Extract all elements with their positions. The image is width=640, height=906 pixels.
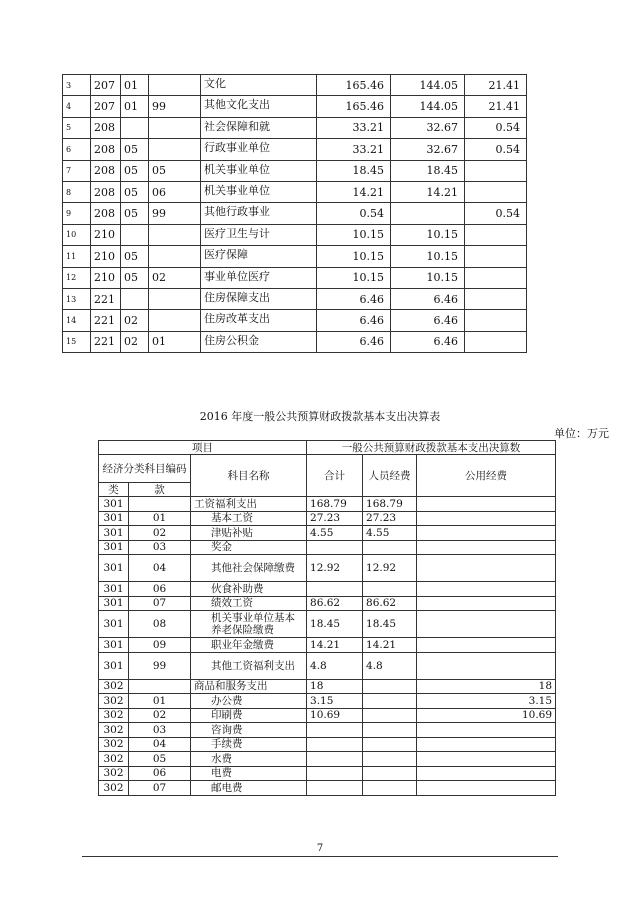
table-row (63, 331, 527, 352)
subject-name: 电费 (191, 766, 307, 781)
subject-name: 其他行政事业 (201, 203, 317, 224)
subject-name: 奖金 (191, 540, 307, 555)
personnel-value: 6.46 (391, 288, 465, 309)
category-code: 302 (99, 723, 129, 738)
table-row (63, 267, 527, 288)
table-row (99, 511, 556, 526)
total-value: 27.23 (307, 511, 363, 526)
item-code (129, 497, 191, 512)
footer-rule (82, 856, 558, 857)
category-code: 301 (99, 540, 129, 555)
item-code: 05 (121, 181, 149, 202)
public-value (417, 526, 556, 541)
subject-name: 咨询费 (191, 723, 307, 738)
personnel-value: 4.55 (363, 526, 417, 541)
subitem-code (149, 310, 201, 331)
category-code: 302 (99, 752, 129, 767)
subject-name: 医疗卫生与计 (201, 224, 317, 245)
total-value: 10.69 (307, 708, 363, 723)
category-code: 207 (91, 96, 121, 117)
table-row (63, 96, 527, 117)
total-value (307, 540, 363, 555)
total-value: 165.46 (317, 75, 391, 96)
item-code: 01 (129, 694, 191, 709)
item-code: 01 (129, 511, 191, 526)
public-value (465, 288, 527, 309)
item-code (121, 117, 149, 138)
subitem-code (149, 288, 201, 309)
category-code: 208 (91, 181, 121, 202)
subject-name: 印刷费 (191, 708, 307, 723)
category-code: 302 (99, 708, 129, 723)
row-number: 7 (63, 160, 91, 181)
total-value (307, 737, 363, 752)
total-value: 10.15 (317, 246, 391, 267)
category-code: 221 (91, 331, 121, 352)
page-number: 7 (316, 843, 324, 854)
total-value: 10.15 (317, 267, 391, 288)
subject-name: 绩效工资 (191, 596, 307, 611)
total-value: 10.15 (317, 224, 391, 245)
row-number: 5 (63, 117, 91, 138)
item-code: 02 (121, 310, 149, 331)
total-value: 4.8 (307, 652, 363, 679)
item-code: 05 (121, 139, 149, 160)
row-number: 14 (63, 310, 91, 331)
public-value (417, 781, 556, 796)
header-item: 款 (129, 483, 191, 497)
subject-name: 职业年金缴费 (191, 638, 307, 653)
item-code: 02 (121, 331, 149, 352)
personnel-value: 144.05 (391, 96, 465, 117)
personnel-value: 144.05 (391, 75, 465, 96)
table-row (99, 497, 556, 512)
table-row (63, 203, 527, 224)
subject-name: 其他工资福利支出 (191, 652, 307, 679)
item-code: 05 (121, 160, 149, 181)
subject-name: 伙食补助费 (191, 582, 307, 597)
category-code: 210 (91, 246, 121, 267)
item-code: 07 (129, 596, 191, 611)
item-code: 01 (121, 96, 149, 117)
total-value: 6.46 (317, 331, 391, 352)
table-row (99, 737, 556, 752)
subject-name: 其他文化支出 (201, 96, 317, 117)
subject-name: 机关事业单位 (201, 181, 317, 202)
item-code: 04 (129, 737, 191, 752)
table-row (99, 781, 556, 796)
subject-name: 住房保障支出 (201, 288, 317, 309)
item-code: 02 (129, 708, 191, 723)
public-value (417, 511, 556, 526)
row-number: 13 (63, 288, 91, 309)
row-number: 11 (63, 246, 91, 267)
total-value: 18 (307, 679, 363, 694)
public-value (417, 723, 556, 738)
item-code: 05 (121, 267, 149, 288)
public-value (417, 611, 556, 638)
table-row (63, 139, 527, 160)
subject-name: 津贴补贴 (191, 526, 307, 541)
personnel-value (363, 679, 417, 694)
personnel-value: 10.15 (391, 224, 465, 245)
public-value (417, 540, 556, 555)
table-row (63, 310, 527, 331)
total-value: 6.46 (317, 288, 391, 309)
table-row (99, 723, 556, 738)
personnel-value: 27.23 (363, 511, 417, 526)
subitem-code: 02 (149, 267, 201, 288)
item-code: 09 (129, 638, 191, 653)
table-row (99, 611, 556, 638)
subitem-code: 99 (149, 203, 201, 224)
category-code: 302 (99, 781, 129, 796)
category-code: 302 (99, 694, 129, 709)
item-code: 05 (121, 246, 149, 267)
personnel-value: 18.45 (391, 160, 465, 181)
row-number: 6 (63, 139, 91, 160)
public-value (417, 737, 556, 752)
total-value (307, 752, 363, 767)
personnel-value (363, 540, 417, 555)
table-row (63, 117, 527, 138)
table-row (99, 638, 556, 653)
subitem-code: 06 (149, 181, 201, 202)
personnel-value: 14.21 (363, 638, 417, 653)
table-row (99, 752, 556, 767)
personnel-value: 32.67 (391, 117, 465, 138)
table-row (99, 679, 556, 694)
subject-name: 行政事业单位 (201, 139, 317, 160)
personnel-value (363, 582, 417, 597)
subject-name: 文化 (201, 75, 317, 96)
table-row (63, 160, 527, 181)
subject-name: 事业单位医疗 (201, 267, 317, 288)
public-value (417, 596, 556, 611)
subject-name: 机关事业单位基本养老保险缴费 (191, 611, 307, 638)
table-title: 2016 年度一般公共预算财政拨款基本支出决算表 (199, 410, 441, 423)
public-value: 18 (417, 679, 556, 694)
public-value (417, 555, 556, 582)
category-code: 301 (99, 611, 129, 638)
subitem-code: 99 (149, 96, 201, 117)
subitem-code (149, 224, 201, 245)
public-value: 0.54 (465, 139, 527, 160)
table-row (99, 555, 556, 582)
category-code: 301 (99, 638, 129, 653)
total-value: 86.62 (307, 596, 363, 611)
personnel-value: 168.79 (363, 497, 417, 512)
header-category: 类 (99, 483, 129, 497)
public-value: 10.69 (417, 708, 556, 723)
category-code: 301 (99, 497, 129, 512)
subject-name: 住房公积金 (201, 331, 317, 352)
category-code: 301 (99, 526, 129, 541)
personnel-value (363, 737, 417, 752)
public-value (417, 752, 556, 767)
item-code: 03 (129, 723, 191, 738)
category-code: 210 (91, 224, 121, 245)
public-value (465, 246, 527, 267)
item-code: 01 (121, 75, 149, 96)
total-value: 3.15 (307, 694, 363, 709)
subject-name: 工资福利支出 (191, 497, 307, 512)
item-code: 02 (129, 526, 191, 541)
personnel-value (363, 694, 417, 709)
public-value (417, 638, 556, 653)
personnel-value: 6.46 (391, 331, 465, 352)
category-code: 208 (91, 203, 121, 224)
row-number: 4 (63, 96, 91, 117)
subject-name: 基本工资 (191, 511, 307, 526)
row-number: 3 (63, 75, 91, 96)
public-value (465, 160, 527, 181)
public-value (465, 267, 527, 288)
category-code: 301 (99, 582, 129, 597)
total-value: 0.54 (317, 203, 391, 224)
table-row (99, 582, 556, 597)
item-code (129, 679, 191, 694)
header-group: 一般公共预算财政拨款基本支出决算数 (307, 441, 556, 455)
expenditure-table-continued (62, 74, 527, 353)
personnel-value (363, 723, 417, 738)
subject-name: 邮电费 (191, 781, 307, 796)
item-code: 99 (129, 652, 191, 679)
personnel-value: 10.15 (391, 246, 465, 267)
category-code: 301 (99, 555, 129, 582)
personnel-value: 4.8 (363, 652, 417, 679)
public-value: 0.54 (465, 203, 527, 224)
table-row (99, 766, 556, 781)
public-value: 21.41 (465, 96, 527, 117)
subject-name: 水费 (191, 752, 307, 767)
table-row (99, 526, 556, 541)
personnel-value: 14.21 (391, 181, 465, 202)
total-value: 14.21 (317, 181, 391, 202)
subitem-code: 01 (149, 331, 201, 352)
category-code: 210 (91, 267, 121, 288)
category-code: 208 (91, 160, 121, 181)
personnel-value: 32.67 (391, 139, 465, 160)
personnel-value (391, 203, 465, 224)
personnel-value (363, 708, 417, 723)
row-number: 15 (63, 331, 91, 352)
subitem-code (149, 139, 201, 160)
total-value (307, 766, 363, 781)
item-code: 05 (129, 752, 191, 767)
total-value: 18.45 (307, 611, 363, 638)
personnel-value: 10.15 (391, 267, 465, 288)
item-code: 05 (121, 203, 149, 224)
table-row (63, 224, 527, 245)
subitem-code (149, 246, 201, 267)
public-value: 0.54 (465, 117, 527, 138)
header-personnel: 人员经费 (363, 455, 417, 497)
item-code: 07 (129, 781, 191, 796)
subject-name: 住房改革支出 (201, 310, 317, 331)
total-value: 168.79 (307, 497, 363, 512)
personnel-value: 18.45 (363, 611, 417, 638)
table-row (99, 540, 556, 555)
subitem-code (149, 117, 201, 138)
header-total: 合计 (307, 455, 363, 497)
item-code: 06 (129, 582, 191, 597)
total-value: 14.21 (307, 638, 363, 653)
category-code: 207 (91, 75, 121, 96)
personnel-value: 6.46 (391, 310, 465, 331)
total-value: 33.21 (317, 117, 391, 138)
header-subject: 科目名称 (191, 455, 307, 497)
public-value (465, 331, 527, 352)
public-value (465, 181, 527, 202)
table-row (63, 288, 527, 309)
category-code: 208 (91, 139, 121, 160)
category-code: 301 (99, 596, 129, 611)
personnel-value (363, 766, 417, 781)
category-code: 301 (99, 511, 129, 526)
row-number: 12 (63, 267, 91, 288)
subject-name: 商品和服务支出 (191, 679, 307, 694)
item-code (121, 224, 149, 245)
header-public: 公用经费 (417, 455, 556, 497)
table-row (99, 596, 556, 611)
total-value: 12.92 (307, 555, 363, 582)
subject-name: 医疗保障 (201, 246, 317, 267)
personnel-value (363, 781, 417, 796)
personnel-value: 86.62 (363, 596, 417, 611)
item-code: 04 (129, 555, 191, 582)
category-code: 302 (99, 766, 129, 781)
row-number: 9 (63, 203, 91, 224)
item-code (121, 288, 149, 309)
header-econ-code: 经济分类科目编码 (99, 455, 191, 483)
category-code: 208 (91, 117, 121, 138)
public-value (465, 224, 527, 245)
item-code: 06 (129, 766, 191, 781)
basic-expenditure-table (98, 440, 556, 796)
row-number: 10 (63, 224, 91, 245)
personnel-value: 12.92 (363, 555, 417, 582)
unit-label: 单位：万元 (554, 427, 609, 440)
total-value: 6.46 (317, 310, 391, 331)
public-value (417, 766, 556, 781)
category-code: 221 (91, 288, 121, 309)
category-code: 302 (99, 737, 129, 752)
subject-name: 办公费 (191, 694, 307, 709)
total-value: 18.45 (317, 160, 391, 181)
row-number: 8 (63, 181, 91, 202)
public-value (465, 310, 527, 331)
item-code: 03 (129, 540, 191, 555)
category-code: 221 (91, 310, 121, 331)
table-row (63, 246, 527, 267)
total-value (307, 723, 363, 738)
table-row (63, 75, 527, 96)
total-value (307, 582, 363, 597)
personnel-value (363, 752, 417, 767)
total-value: 4.55 (307, 526, 363, 541)
category-code: 301 (99, 652, 129, 679)
total-value (307, 781, 363, 796)
public-value: 21.41 (465, 75, 527, 96)
public-value: 3.15 (417, 694, 556, 709)
item-code: 08 (129, 611, 191, 638)
category-code: 302 (99, 679, 129, 694)
public-value (417, 497, 556, 512)
table-row (99, 652, 556, 679)
public-value (417, 652, 556, 679)
subject-name: 手续费 (191, 737, 307, 752)
subitem-code (149, 75, 201, 96)
table-row (63, 181, 527, 202)
subject-name: 机关事业单位 (201, 160, 317, 181)
subject-name: 其他社会保障缴费 (191, 555, 307, 582)
table-row (99, 708, 556, 723)
total-value: 165.46 (317, 96, 391, 117)
table-row (99, 694, 556, 709)
header-project: 项目 (99, 441, 307, 455)
public-value (417, 582, 556, 597)
subject-name: 社会保障和就 (201, 117, 317, 138)
subitem-code: 05 (149, 160, 201, 181)
total-value: 33.21 (317, 139, 391, 160)
